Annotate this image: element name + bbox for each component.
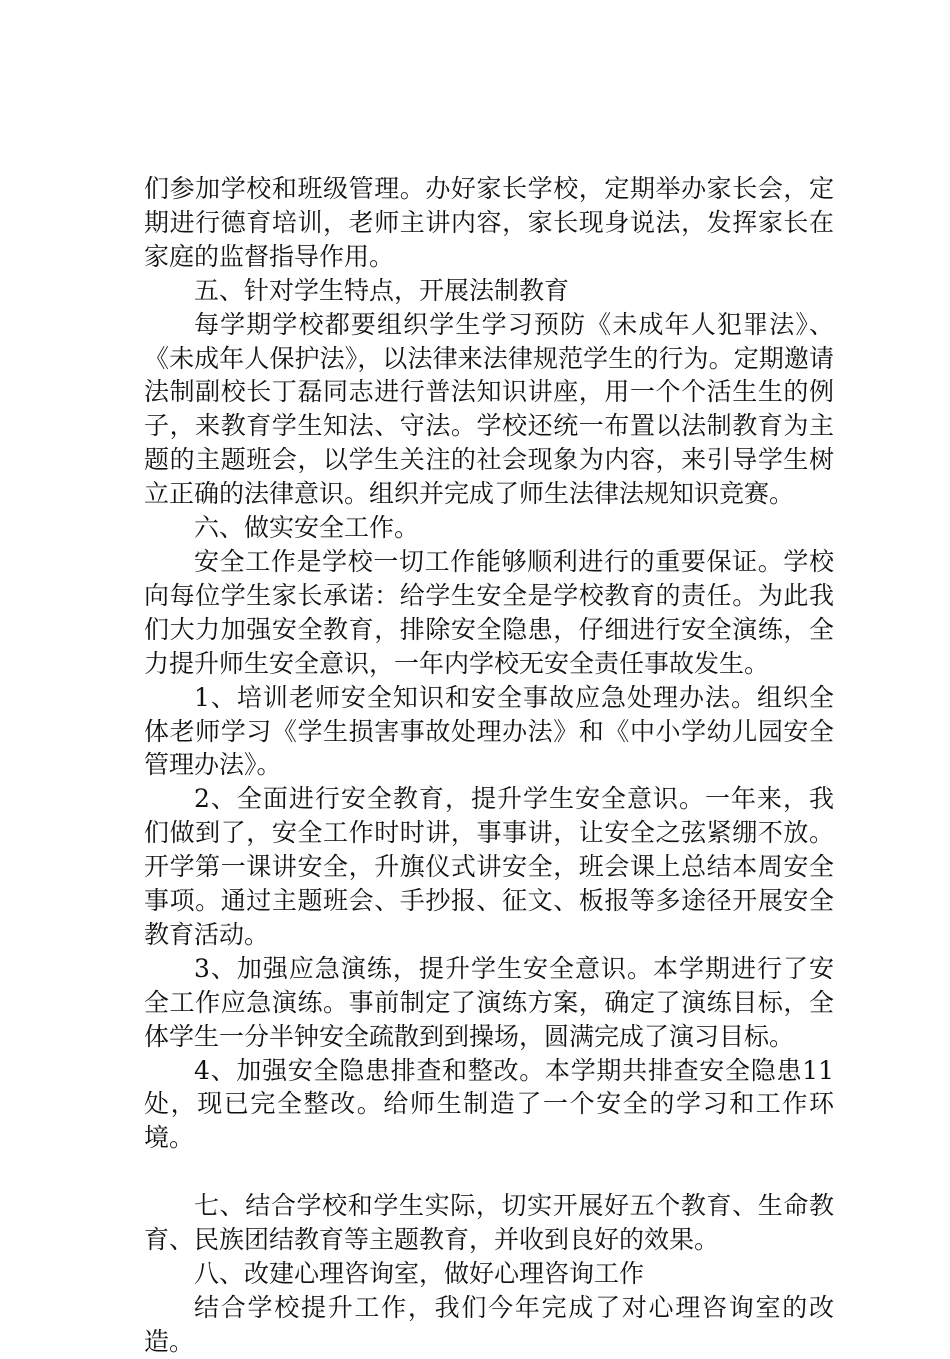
paragraph: 结合学校提升工作，我们今年完成了对心理咨询室的改造。 [144,1293,834,1356]
paragraph: 每学期学校都要组织学生学习预防《未成年人犯罪法》、《未成年人保护法》，以法律来法律规范学生的行为。定期邀请法制副校长丁磊同志进行普法知识讲座，用一个个活生生的例子，来教育学生知法、守法。学校还统一布置以法制教育为主题的主题班会，以学生关注的社会现象为内容，来引导学生树立正确的法律意识。组织并完成了师生法律法规知识竞赛。 [144,309,834,509]
section-heading-7: 七、结合学校和学生实际，切实开展好五个教育、生命教育、民族团结教育等主题教育，并收到良好的效果。 [144,1191,834,1255]
blank-line [144,1155,834,1189]
section-heading-8: 八、改建心理咨询室，做好心理咨询工作 [194,1259,645,1289]
document-body [144,172,834,1359]
list-item: 4、加强安全隐患排查和整改。本学期共排查安全隐患11处，现已完全整改。给师生制造了一个安全的学习和工作环境。 [144,1055,834,1153]
section-heading-6: 六、做实安全工作。 [194,513,420,543]
section-heading-5: 五、针对学生特点，开展法制教育 [194,275,570,305]
list-item: 3、加强应急演练，提升学生安全意识。本学期进行了安全工作应急演练。事前制定了演练方案，确定了演练目标，全体学生一分半钟安全疏散到到操场，圆满完成了演习目标。 [144,953,834,1051]
paragraph: 安全工作是学校一切工作能够顺利进行的重要保证。学校向每位学生家长承诺：给学生安全是学校教育的责任。为此我们大力加强安全教育，排除安全隐患，仔细进行安全演练，全力提升师生安全意识，一年内学校无安全责任事故发生。 [144,546,834,678]
paragraph: 们参加学校和班级管理。办好家长学校，定期举办家长会，定期进行德育培训，老师主讲内容，家长现身说法，发挥家长在家庭的监督指导作用。 [144,174,834,271]
list-item: 1、培训老师安全知识和安全事故应急处理办法。组织全体老师学习《学生损害事故处理办法》和《中小学幼儿园安全管理办法》。 [144,682,834,780]
list-item: 2、全面进行安全教育，提升学生安全意识。一年来，我们做到了，安全工作时时讲，事事讲，让安全之弦紧绷不放。开学第一课讲安全，升旗仪式讲安全，班会课上总结本周安全事项。通过主题班会、手抄报、征文、板报等多途径开展安全教育活动。 [144,784,834,949]
